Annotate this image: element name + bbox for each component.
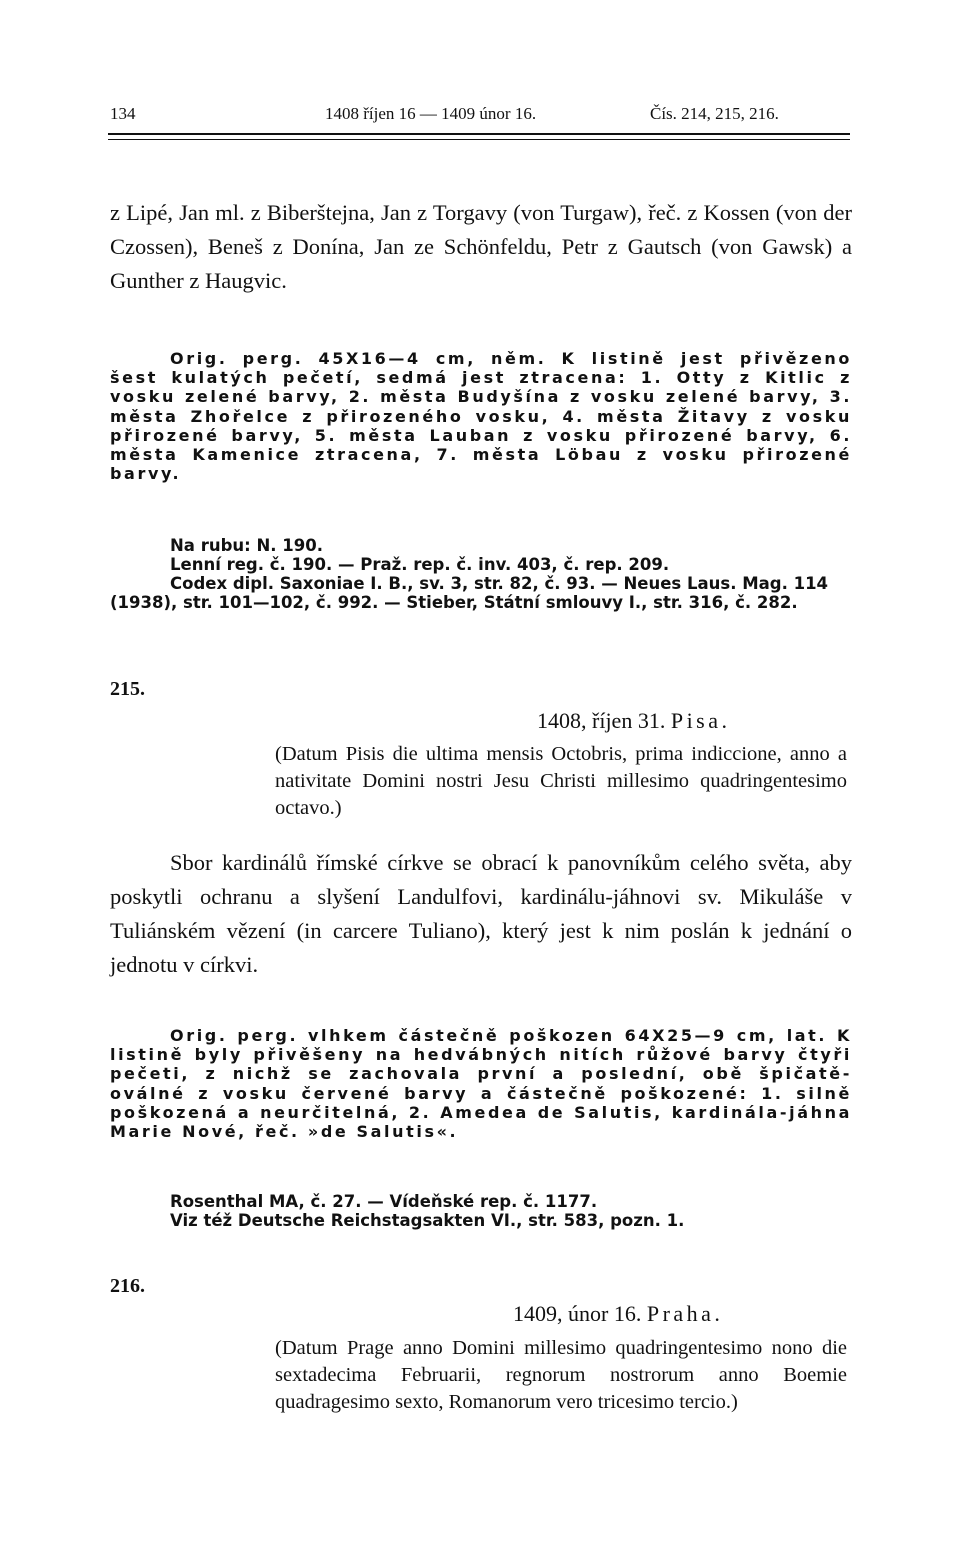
entry-214-references <box>110 536 852 612</box>
entry-216-date: 1409, únor 16. <box>513 1301 642 1326</box>
entry-214-ref-2: Lenní reg. č. 190. — Praž. rep. č. inv. 403, č. rep. 209. <box>170 555 670 574</box>
entry-216-place: Praha. <box>646 1301 724 1326</box>
entry-215-ref-2: Viz též Deutsche Reichstagsakten VI., str. 583, pozn. 1. <box>170 1211 685 1230</box>
entry-216-number: 216. <box>110 1275 145 1297</box>
header-document-numbers: Čís. 214, 215, 216. <box>650 104 779 123</box>
entry-216-dateline <box>513 1301 723 1327</box>
entry-214-original-note <box>110 349 852 483</box>
entry-214-ref-1: Na rubu: N. 190. <box>170 536 324 555</box>
header-rule <box>108 133 850 135</box>
entry-215-date: 1408, říjen 31. <box>537 708 666 733</box>
entry-216-latin-text: (Datum Prage anno Domini millesimo quadringentesimo nono die sextadecima Februarii, regnorum nostrorum anno Boemie quadragesimo sexto, Romanorum vero tricesimo tercio.) <box>275 1337 847 1413</box>
entry-214-ref-3: Codex dipl. Saxoniae I. B., sv. 3, str. 82, č. 93. — Neues Laus. Mag. 114 (1938), str. 101—102, č. 992. — Stieber, Státní smlouvy I., str. 316, č. 282. <box>110 574 829 612</box>
entry-216-latin-datum <box>275 1335 847 1416</box>
entry-215-original-note <box>110 1026 852 1141</box>
entry-215-place: Pisa. <box>670 708 731 733</box>
entry-215-summary <box>110 846 852 982</box>
entry-215-number: 215. <box>110 678 145 700</box>
entry-215-note-paragraph: Orig. perg. vlhkem částečně poškozen 64X25—9 cm, lat. K listině byly přivěšeny na hedvábných nitích růžové barvy čtyři pečeti, z nichž se zachovala první a poslední, obě špičatě-oválné z vosku červené barvy a částečně poškozené: 1. silně poškozená a neurčitelná, 2. Amedea de Salutis, kardinála-jáhna Marie Nové, řeč. »de Salutis«. <box>110 1026 852 1142</box>
entry-215-latin-datum <box>275 741 847 822</box>
page-number: 134 <box>110 104 136 123</box>
entry-215-summary-text: Sbor kardinálů římské církve se obrací k panovníkům celého světa, aby poskytli ochranu a slyšení Landulfovi, kardinálu-jáhnovi sv. Mikuláše v Tuliánském vězení (in carcere Tuliano), který jest k nim poslán k jednání o jednotu v církvi. <box>110 850 852 977</box>
entry-215-references <box>110 1192 852 1230</box>
header-rule-thin <box>108 139 850 140</box>
entry-214-text <box>110 196 852 298</box>
entry-214-note-paragraph: Orig. perg. 45X16—4 cm, něm. K listině jest přivězeno šest kulatých pečetí, sedmá jest ztracena: 1. Otty z Kitlic z vosku zelené barvy, 2. města Budyšína z vosku zelené barvy, 3. města Zhořelce z přirozeného vosku, 4. města Žitavy z vosku přirozené barvy, 5. města Lauban z vosku přirozené barvy, 6. města Kamenice ztracena, 7. města Löbau z vosku přirozené barvy. <box>110 349 852 484</box>
entry-215-dateline <box>537 708 731 734</box>
entry-214-paragraph: z Lipé, Jan ml. z Biberštejna, Jan z Torgavy (von Turgaw), řeč. z Kossen (von der Czossen), Beneš z Donína, Jan ze Schönfeldu, Petr z Gautsch (von Gawsk) a Gunther z Haugvic. <box>110 200 852 293</box>
running-header <box>110 104 850 126</box>
entry-215-latin-text: (Datum Pisis die ultima mensis Octobris, prima indiccione, anno a nativitate Domini nostri Jesu Christi millesimo quadringentesimo octavo.) <box>275 743 847 819</box>
entry-215-ref-1: Rosenthal MA, č. 27. — Vídeňské rep. č. 1177. <box>170 1192 598 1211</box>
header-date-range: 1408 říjen 16 — 1409 únor 16. <box>325 104 537 123</box>
